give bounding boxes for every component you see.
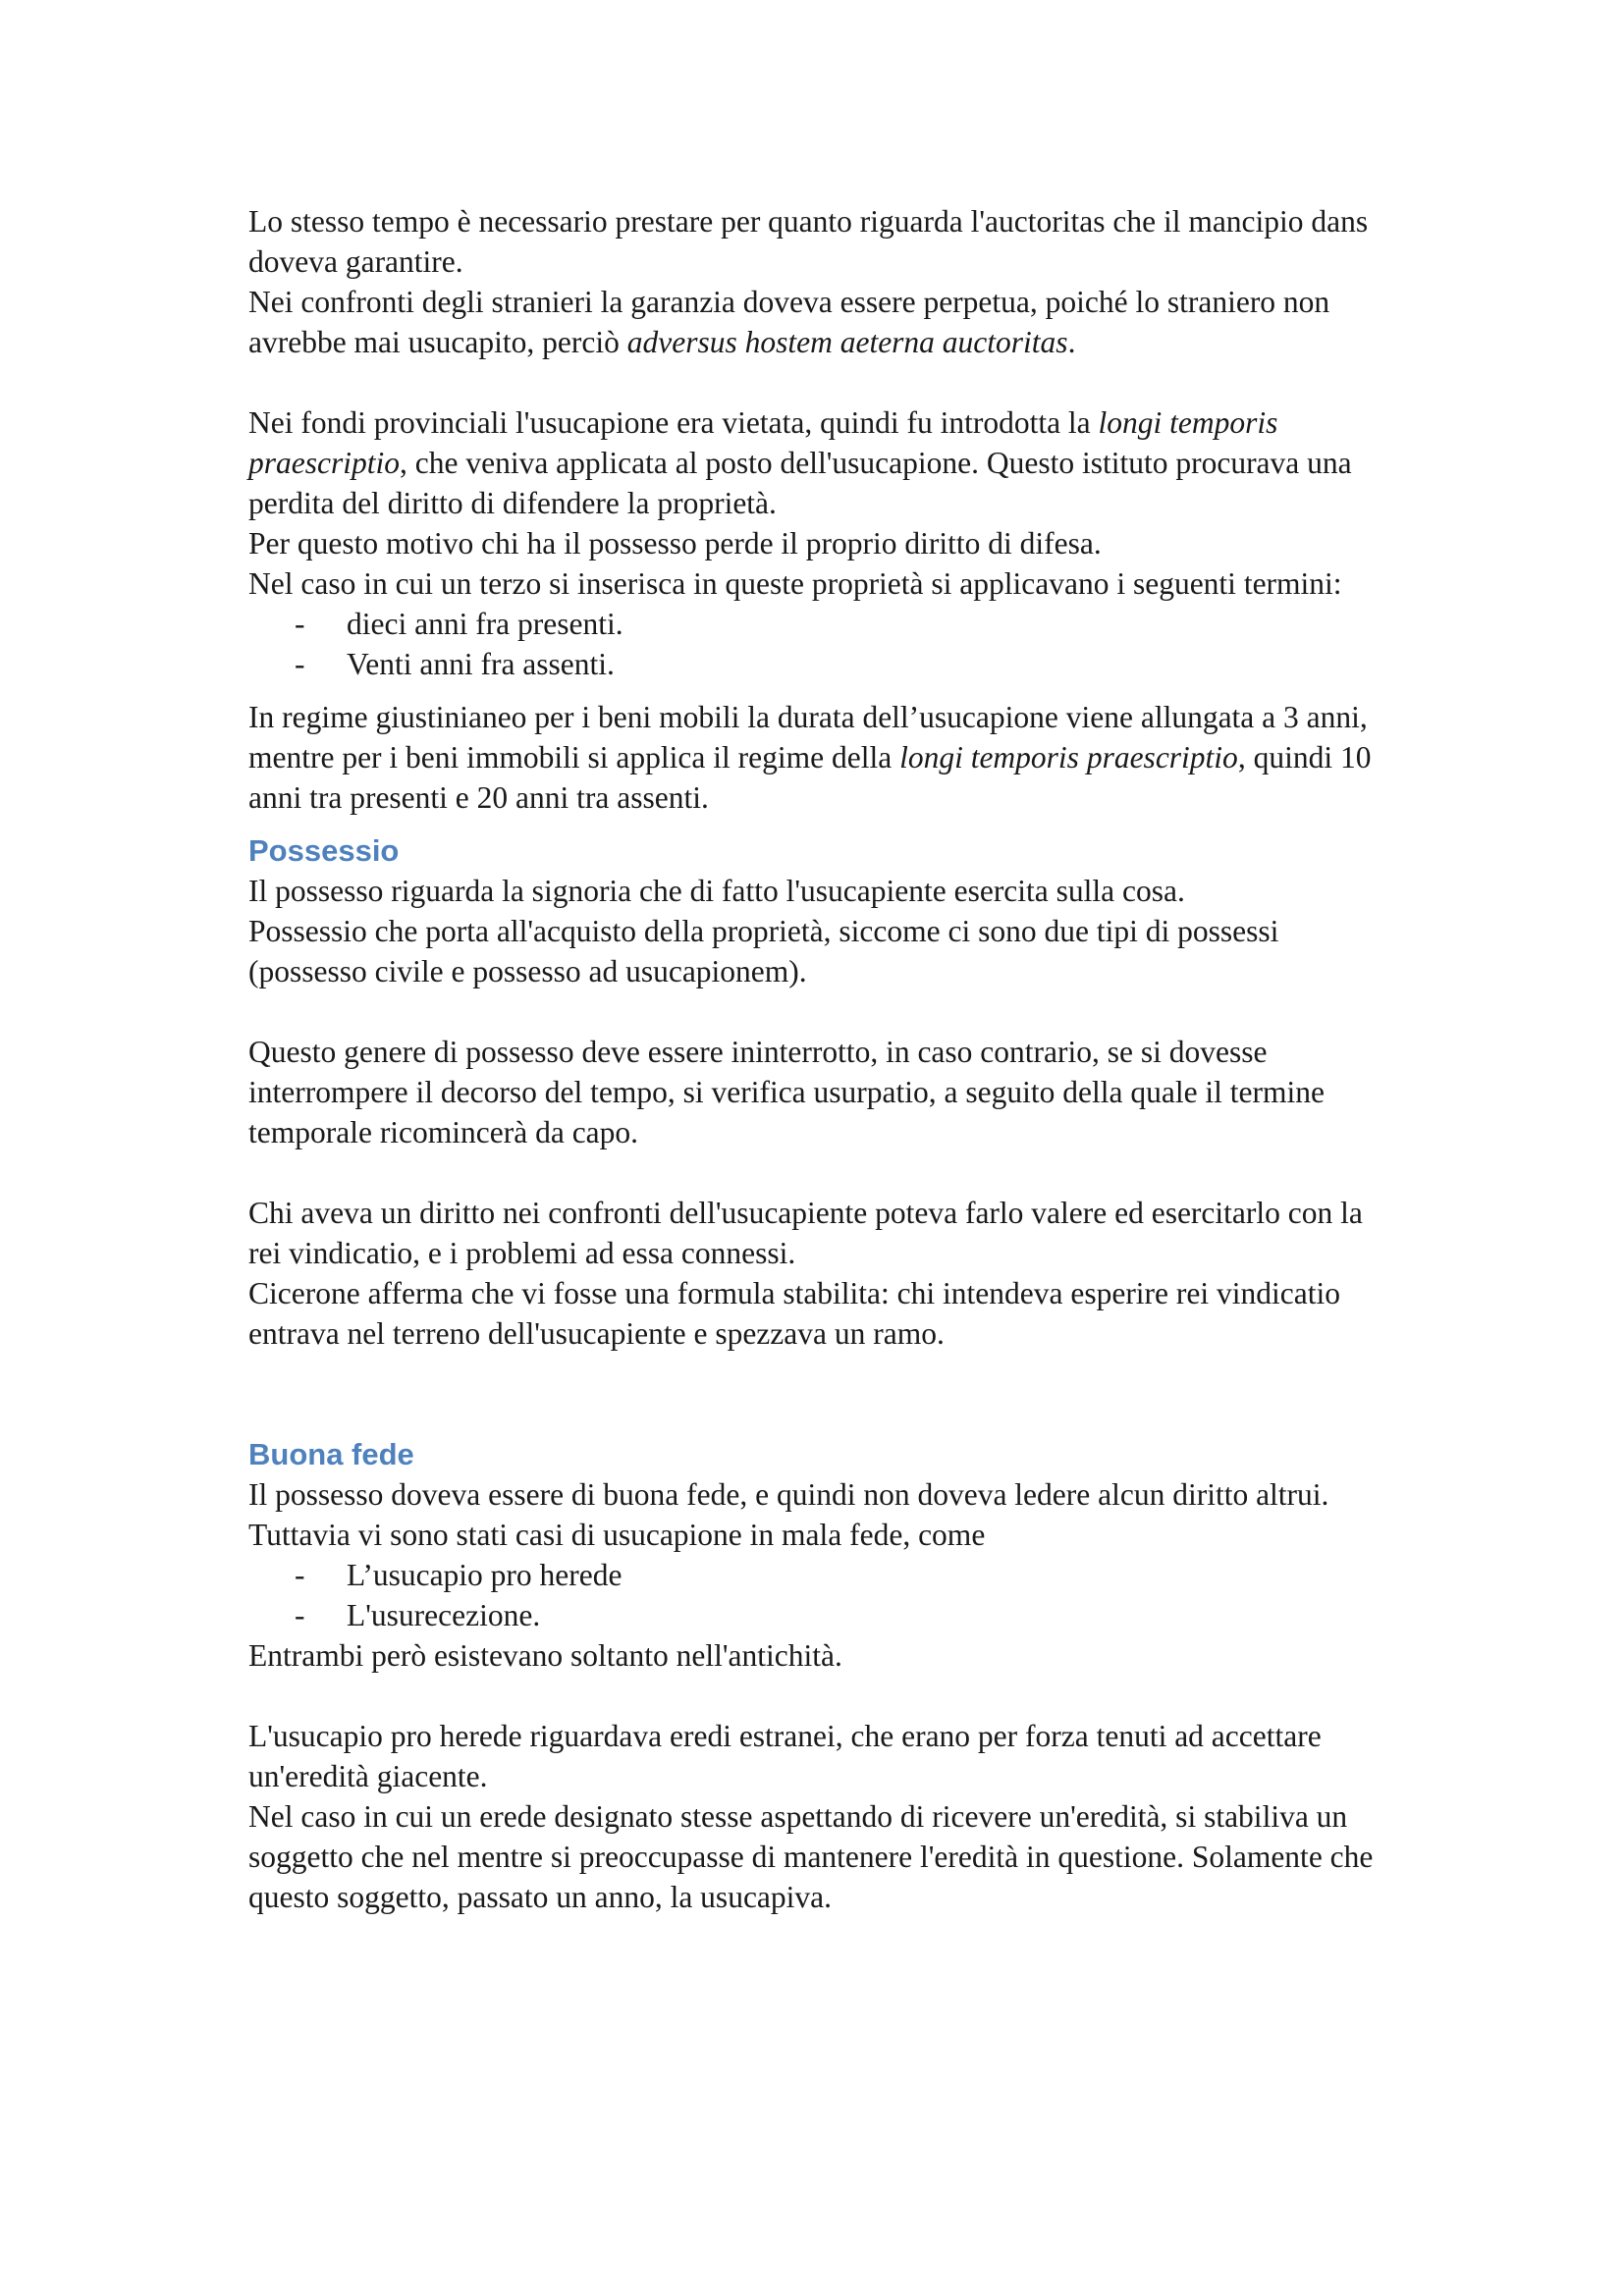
- latin-phrase: longi temporis praescriptio: [248, 405, 1278, 480]
- paragraph: Nel caso in cui un terzo si inserisca in queste proprietà si applicavano i seguenti termini:: [248, 566, 1342, 601]
- paragraph: Nel caso in cui un erede designato stesse aspettando di ricevere un'eredità, si stabiliva un soggetto che nel mentre si preoccupasse di mantenere l'eredità in questione. Solamente che questo soggetto, passato un anno, la usucapiva.: [248, 1799, 1374, 1914]
- text-span: , che veniva applicata al posto dell'usucapione. Questo istituto procurava una perdita del diritto di difendere la proprietà.: [248, 446, 1352, 520]
- list-item: [248, 644, 1402, 684]
- spacer: [248, 362, 1402, 402]
- list-marker: -: [295, 1558, 305, 1592]
- paragraph: Possessio che porta all'acquisto della proprietà, siccome ci sono due tipi di possessi (possesso civile e possesso ad usucapionem).: [248, 914, 1279, 988]
- spacer: [248, 991, 1402, 1032]
- giustinianeo-section: [248, 697, 1402, 818]
- document-body: [248, 201, 1402, 1917]
- buona-fede-section: [248, 1434, 1402, 1917]
- list-item-text: L’usucapio pro herede: [347, 1558, 623, 1592]
- section-heading: Possessio: [248, 833, 400, 868]
- terms-list: [248, 604, 1402, 684]
- paragraph: Tuttavia vi sono stati casi di usucapione in mala fede, come: [248, 1518, 986, 1552]
- possessio-section: [248, 830, 1402, 1354]
- list-marker: -: [295, 607, 305, 641]
- paragraph: Il possesso riguarda la signoria che di fatto l'usucapiente esercita sulla cosa.: [248, 874, 1185, 908]
- paragraph: L'usucapio pro herede riguardava eredi estranei, che erano per forza tenuti ad accettare un'eredità giacente.: [248, 1719, 1322, 1793]
- paragraph: Per questo motivo chi ha il possesso perde il proprio diritto di difesa.: [248, 526, 1102, 561]
- spacer: [248, 1152, 1402, 1193]
- latin-phrase: adversus hostem aeterna auctoritas: [626, 325, 1068, 359]
- provinciali-section: [248, 402, 1402, 684]
- list-item: [248, 1595, 1402, 1635]
- paragraph: Chi aveva un diritto nei confronti dell'usucapiente poteva farlo valere ed esercitarlo con la rei vindicatio, e i problemi ad essa connessi.: [248, 1196, 1363, 1270]
- list-item-text: L'usurecezione.: [347, 1598, 541, 1632]
- list-item-text: dieci anni fra presenti.: [347, 607, 623, 641]
- list-item: [248, 604, 1402, 644]
- paragraph: Cicerone afferma che vi fosse una formula stabilita: chi intendeva esperire rei vindicatio entrava nel terreno dell'usucapiente e spezzava un ramo.: [248, 1276, 1340, 1351]
- spacer: [248, 818, 1402, 830]
- list-marker: -: [295, 647, 305, 681]
- paragraph: Questo genere di possesso deve essere ininterrotto, in caso contrario, se si dovesse interrompere il decorso del tempo, si verifica usurpatio, a seguito della quale il termine temporale ricomincerà da capo.: [248, 1035, 1326, 1149]
- latin-phrase: longi temporis praescriptio: [899, 740, 1238, 774]
- spacer: [248, 684, 1402, 697]
- text-span: Nei fondi provinciali l'usucapione era vietata, quindi fu introdotta la: [248, 405, 1099, 440]
- list-marker: -: [295, 1598, 305, 1632]
- paragraph: Entrambi però esistevano soltanto nell'antichità.: [248, 1638, 842, 1673]
- text-span: , quindi 10 anni tra presenti e 20 anni tra assenti.: [248, 740, 1372, 815]
- intro-section: [248, 201, 1402, 362]
- text-span: Nei confronti degli stranieri la garanzia doveva essere perpetua, poiché lo straniero non avrebbe mai usucapito, perciò: [248, 285, 1330, 359]
- spacer: [248, 1354, 1402, 1434]
- list-item-text: Venti anni fra assenti.: [347, 647, 615, 681]
- paragraph: Lo stesso tempo è necessario prestare per quanto riguarda l'auctoritas che il mancipio dans doveva garantire.: [248, 204, 1369, 279]
- text-span: In regime giustinianeo per i beni mobili la durata dell’usucapione viene allungata a 3 anni, mentre per i beni immobili si applica il regime della: [248, 700, 1368, 774]
- paragraph: Il possesso doveva essere di buona fede, e quindi non doveva ledere alcun diritto altrui.: [248, 1477, 1329, 1512]
- paragraph: [248, 402, 1402, 523]
- paragraph: [248, 282, 1402, 362]
- spacer: [248, 1676, 1402, 1716]
- section-heading: Buona fede: [248, 1437, 414, 1471]
- paragraph: [248, 697, 1402, 818]
- text-span: .: [1067, 325, 1076, 359]
- list-item: [248, 1555, 1402, 1595]
- cases-list: [248, 1555, 1402, 1635]
